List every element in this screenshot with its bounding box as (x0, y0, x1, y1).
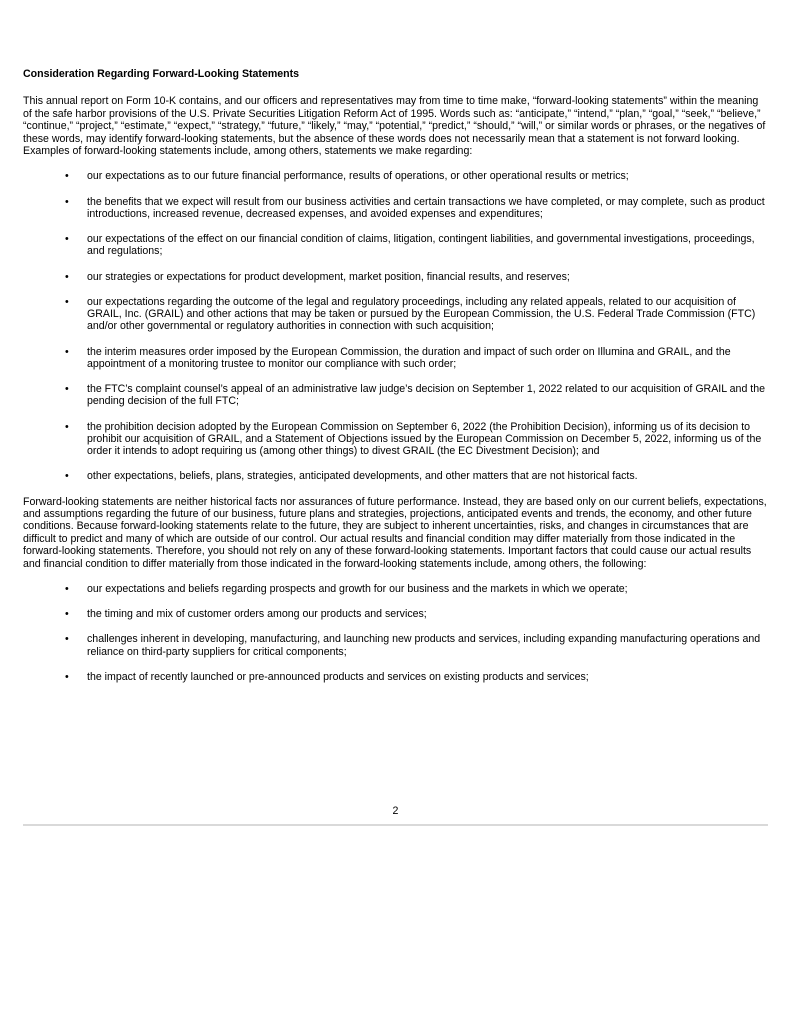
bullet-icon: • (65, 633, 69, 646)
page-divider (23, 824, 768, 826)
factors-paragraph: Forward-looking statements are neither historical facts nor assurances of future performance. Instead, they are based only on our current beliefs, expectations, and assumptions regarding the future of our business, future plans and strategies, projections, anticipated events and trends, the economy, and other future conditions. Because forward-looking statements relate to the future, they are subject to inherent uncertainties, risks, and changes in circumstances that are difficult to predict and many of which are outside of our control. Our actual results and financial condition may differ materially from those indicated in the forward-looking statements. Therefore, you should not rely on any of these forward-looking statements. Important factors that could cause our actual results and financial condition to differ materially from those indicated in the forward-looking statements include, among others, the following: (23, 495, 767, 570)
list-item: • our expectations regarding the outcome of the legal and regulatory proceedings, including any related appeals, related to our acquisition of GRAIL, Inc. (GRAIL) and other actions that may be taken or pursued by the European Commission, the U.S. Federal Trade Commission (FTC) and/or other governmental or regulatory authorities in connection with such acquisition; (65, 295, 756, 333)
bullet-icon: • (65, 670, 69, 683)
bullet-icon: • (65, 170, 69, 183)
examples-list (23, 170, 768, 482)
list-item: • challenges inherent in developing, manufacturing, and launching new products and services, including expanding manufacturing operations and reliance on third-party suppliers for critical components; (65, 633, 761, 658)
bullet-icon: • (65, 582, 69, 595)
bullet-icon: • (65, 420, 69, 433)
bullet-icon: • (65, 383, 69, 396)
intro-paragraph: This annual report on Form 10-K contains, and our officers and representatives may from time to time make, “forward-looking statements” within the meaning of the safe harbor provisions of the U.S. Private Securities Litigation Reform Act of 1995. Words such as: “anticipate,” “intend,” “plan,” “goal,” “seek,” “believe,” “continue,” “project,” “estimate,” “expect,” “strategy,” “future,” “likely,” “may,” “potential,” “predict,” “should,” “will,” or similar words or phrases, or the negatives of these words, may identify forward-looking statements, but the absence of these words does not necessarily mean that a statement is not forward looking. Examples of forward-looking statements include, among others, statements we make regarding: (23, 95, 766, 158)
bullet-icon: • (65, 270, 69, 283)
list-item: • our expectations as to our future financial performance, results of operations, or other operational results or metrics; (65, 170, 629, 183)
list-item: • our strategies or expectations for product development, market position, financial results, and reserves; (65, 270, 570, 283)
page-number: 2 (392, 805, 399, 817)
list-item: • our expectations and beliefs regarding prospects and growth for our business and the markets in which we operate; (65, 582, 628, 595)
bullet-icon: • (65, 195, 69, 208)
list-item: • the benefits that we expect will result from our business activities and certain transactions we have completed, or may complete, such as product introductions, increased revenue, decreased expenses, and avoided expenses and expenditures; (65, 195, 765, 220)
bullet-icon: • (65, 233, 69, 246)
list-item: • the timing and mix of customer orders among our products and services; (65, 608, 427, 621)
list-item: • our expectations of the effect on our financial condition of claims, litigation, contingent liabilities, and governmental investigations, proceedings, and regulations; (65, 233, 755, 258)
list-item: • the impact of recently launched or pre-announced products and services on existing products and services; (65, 670, 589, 683)
factors-list (23, 583, 768, 683)
list-item: • the interim measures order imposed by the European Commission, the duration and impact of such order on Illumina and GRAIL, and the appointment of a monitoring trustee to monitor our compliance with such order; (65, 345, 731, 370)
list-item: • the prohibition decision adopted by the European Commission on September 6, 2022 (the Prohibition Decision), informing us of its decision to prohibit our acquisition of GRAIL, and a Statement of Objections issued by the European Commission on December 5, 2022, informing us of the order it intends to adopt requiring us (among other things) to divest GRAIL (the EC Divestment Decision); and (65, 420, 762, 458)
list-item: • the FTC’s complaint counsel’s appeal of an administrative law judge’s decision on September 1, 2022 related to our acquisition of GRAIL and the pending decision of the full FTC; (65, 383, 766, 408)
bullet-icon: • (65, 470, 69, 483)
bullet-icon: • (65, 608, 69, 621)
document-page (23, 68, 768, 696)
bullet-icon: • (65, 345, 69, 358)
section-heading: Consideration Regarding Forward-Looking Statements (23, 68, 300, 80)
bullet-icon: • (65, 295, 69, 308)
list-item: • other expectations, beliefs, plans, strategies, anticipated developments, and other matters that are not historical facts. (65, 470, 638, 483)
